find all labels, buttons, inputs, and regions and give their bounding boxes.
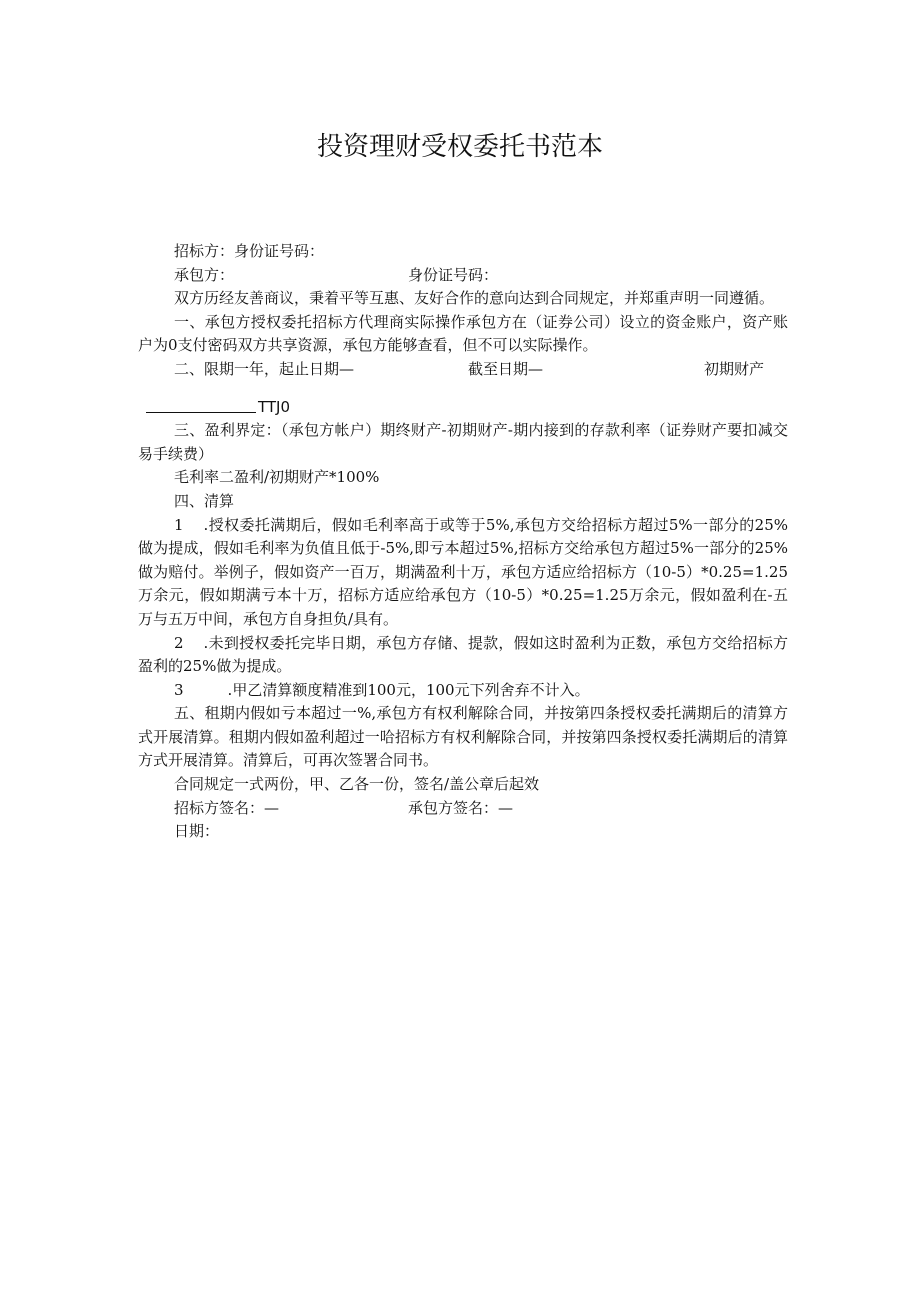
clause-2-start: 二、限期一年，起止日期— — [174, 359, 355, 378]
clause-1: 一、承包方授权委托招标方代理商实际操作承包方在（证券公司）设立的资金账户，资产账户为0支付密码双方共享资源，承包方能够查看，但不可以实际操作。 — [138, 312, 788, 355]
clause-4-item-1 — [138, 514, 788, 632]
item-3-text: .甲乙清算额度精准到100元，100元下列舍弃不计入。 — [227, 680, 590, 699]
party-a-label: 招标方： — [174, 242, 235, 260]
clause-4-heading: 四、清算 — [174, 491, 235, 510]
party-b-line — [138, 264, 788, 288]
party-b-label: 承包方： — [174, 265, 235, 284]
fill-in-blank-line — [146, 412, 256, 413]
clause-5: 五、租期内假如亏本超过一%,承包方有权利解除合同，并按第四条授权委托满期后的清算方式开展清算。租期内假如盈利超过一哈招标方有权利解除合同，并按第四条授权委托满期后的清算方式开展清算。清算后，可再次签署合同书。 — [138, 704, 788, 770]
clause-2-tail: TTJ0 — [258, 397, 291, 416]
clause-4-item-2 — [138, 632, 788, 679]
clause-4-item-3 — [138, 679, 788, 703]
gross-margin-formula: 毛利率二盈利/初期财产*100% — [174, 468, 380, 487]
item-3-number: 3 — [174, 680, 184, 699]
party-a-line — [138, 240, 788, 264]
item-1-text: .授权委托满期后，假如毛利率高于或等于5%,承包方交给招标方超过5%一部分的25%做为提成，假如毛利率为负值且低于-5%,即亏本超过5%,招标方交给承包方超过5%一部分的25%做为赔付。举例子，假如资产一百万，期满盈利十万，承包方适应给招标方（10-5）*0.25=1.25万余元，假如期满亏本十万，招标方适应给承包方（10-5）*0.25=1.25万余元，假如盈利在-五万与五万中间，承包方自身担负/具有。 — [138, 515, 788, 628]
clause-2-end: 初期财产 — [704, 359, 765, 378]
document-title: 投资理财受权委托书范本 — [316, 132, 603, 162]
intro-paragraph: 双方历经友善商议，秉着平等互惠、友好合作的意向达到合同规定，并郑重声明一同遵循。 — [174, 289, 775, 308]
item-1-number: 1 — [174, 515, 184, 534]
document-body — [138, 240, 788, 844]
clause-2-continuation — [138, 396, 788, 420]
item-2-text: .未到授权委托完毕日期，承包方存储、提款，假如这时盈利为正数，承包方交给招标方盈利的25%做为提成。 — [138, 633, 788, 676]
signature-line — [138, 797, 788, 821]
clause-2-line — [138, 358, 788, 382]
copies-line: 合同规定一式两份，甲、乙各一份，签名/盖公章后起效 — [174, 775, 540, 794]
party-a-id-label: 身份证号码： — [234, 242, 325, 260]
item-2-number: 2 — [174, 633, 184, 652]
clause-2-mid: 截至日期— — [468, 359, 544, 378]
sign-party-a: 招标方签名：— — [174, 798, 280, 817]
party-b-id-label: 身份证号码： — [408, 265, 499, 284]
date-line: 日期： — [174, 822, 220, 841]
clause-3: 三、盈利界定：（承包方帐户）期终财产-初期财产-期内接到的存款利率（证券财产要扣减交易手续费） — [138, 421, 788, 463]
sign-party-b: 承包方签名：— — [408, 798, 514, 817]
